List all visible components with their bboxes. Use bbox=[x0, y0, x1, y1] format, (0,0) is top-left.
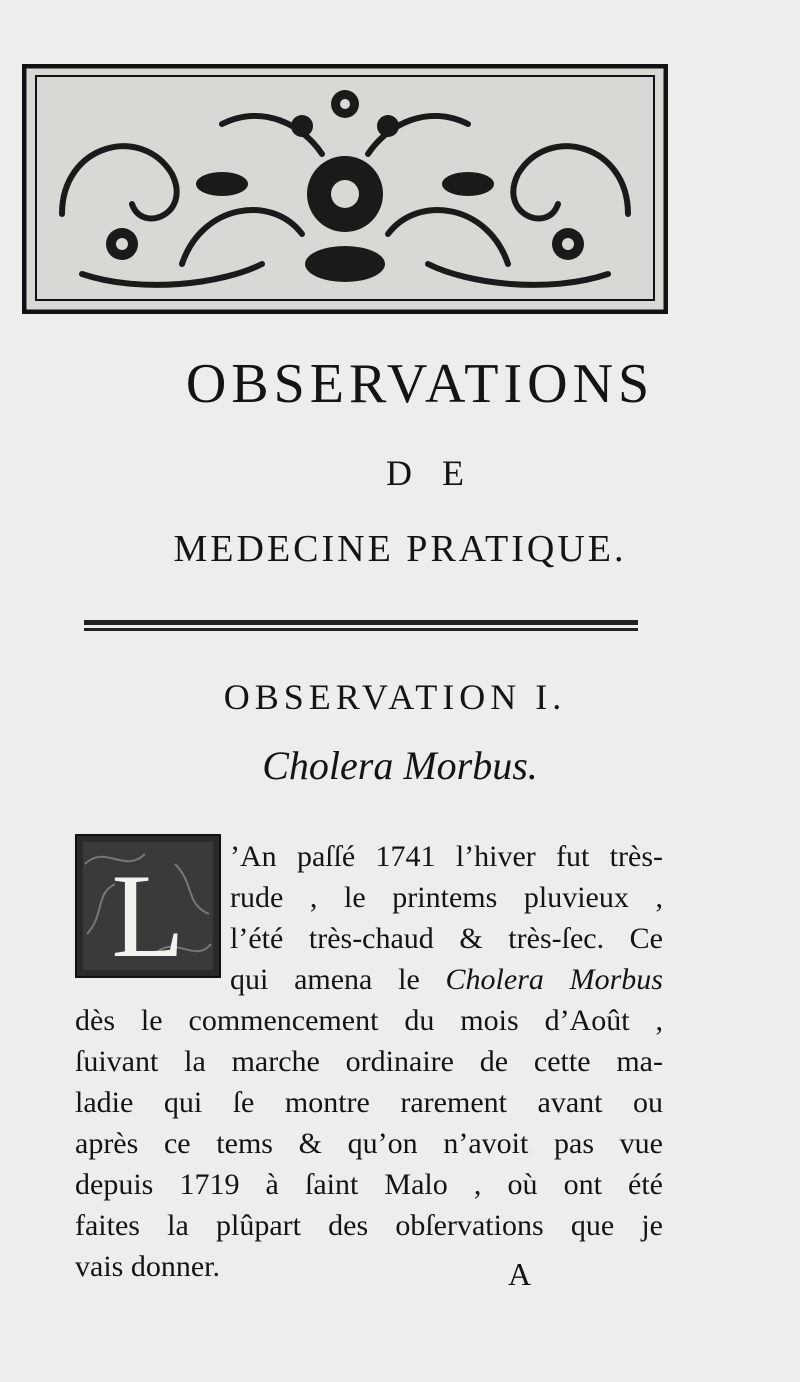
observation-subheading: Cholera Morbus. bbox=[262, 743, 538, 788]
italic-term: Cholera Morbus bbox=[445, 963, 663, 996]
paragraph-line: dès le commencement du mois d’Août , bbox=[75, 1004, 663, 1037]
paragraph-text: qui amena le bbox=[230, 963, 446, 996]
paragraph-line: ladie qui ſe montre rarement avant ou bbox=[75, 1086, 663, 1119]
title-observations: OBSERVATIONS bbox=[185, 353, 655, 415]
title-de: DE bbox=[386, 453, 494, 493]
signature-mark: A bbox=[508, 1256, 532, 1292]
paragraph-line: l’été très-chaud & très-ſec. Ce bbox=[230, 922, 663, 955]
paragraph-line: vais donner. bbox=[75, 1250, 220, 1283]
drop-cap-letter: L bbox=[111, 849, 185, 978]
paragraph-line: faites la plûpart des obſervations que je bbox=[75, 1209, 663, 1242]
observation-heading: OBSERVATION I. bbox=[223, 677, 567, 717]
paragraph-line: après ce tems & qu’on n’avoit pas vue bbox=[75, 1127, 663, 1160]
paragraph-line: ’An paſſé 1741 l’hiver fut très- bbox=[230, 840, 663, 873]
double-rule-divider bbox=[84, 620, 638, 638]
paragraph-line: depuis 1719 à ſaint Malo , où ont été bbox=[75, 1168, 663, 1201]
paragraph-line: rude , le printems pluvieux , bbox=[230, 881, 663, 914]
title-medecine-pratique: MEDECINE PRATIQUE. bbox=[173, 528, 627, 570]
paragraph-line bbox=[75, 959, 663, 1000]
observation-paragraph bbox=[75, 836, 663, 1287]
floral-headpiece-ornament bbox=[22, 64, 668, 314]
paragraph-line: ſuivant la marche ordinaire de cette ma- bbox=[75, 1045, 663, 1078]
